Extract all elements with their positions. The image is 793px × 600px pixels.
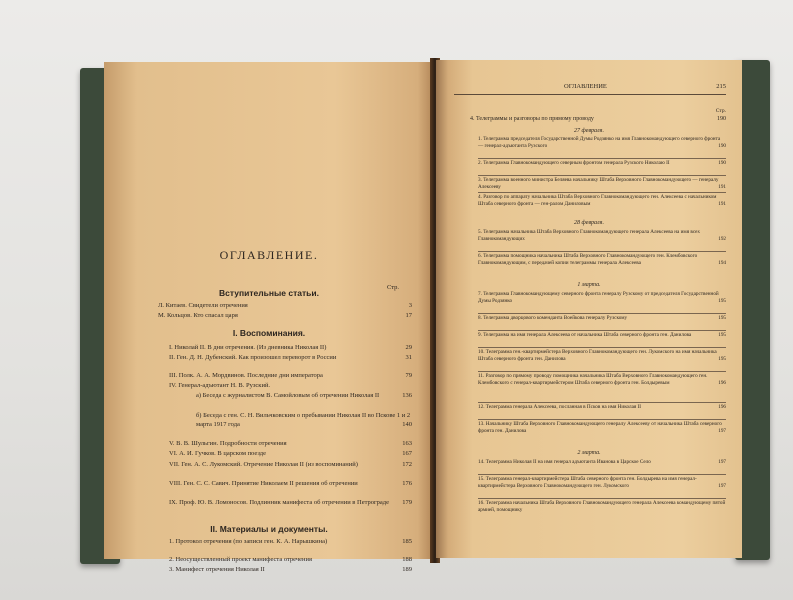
toc-entry: Л. Китаев. Свидетели отречения 3 (158, 302, 412, 309)
entry-separator (478, 402, 726, 403)
toc-entry: I. Николай II. В дни отречения. (Из дневника Николая II) 29 (169, 344, 412, 351)
toc-entry: 14. Телеграмма Николая II на имя генерал адъютанта Иванова в Царское Село 197 (478, 459, 726, 465)
toc-entry: 1. Протокол отречения (по записи ген. К. А. Нарышкина) 185 (169, 538, 412, 545)
toc-entry: 3. Манифест отречения Николая II 189 (169, 566, 412, 573)
toc-subentry: а) Беседа с журналистом В. Самойловым об отречении Николая II 136 (196, 392, 412, 399)
toc-title: ОГЛАВЛЕНИЕ. (219, 248, 319, 262)
toc-entry: 5. Телеграмма начальника Штаба Верховного Главнокомандующего генерала Алексеева на имя всех Главнокомандующих 192 (478, 229, 726, 242)
toc-entry: 12. Телеграмма генерала Алексеева, посланная в Псков на имя Николая II 196 (478, 404, 726, 410)
toc-entry: 3. Телеграмма военного министра Беляева начальнику Штаба Верховного Главнокомандующего — генералу Алексееву 191 (478, 177, 726, 190)
toc-entry: VIII. Ген. С. С. Савич. Принятие Николаем II решения об отречении 176 (169, 480, 412, 487)
date-heading: 2 марта. (577, 450, 601, 456)
toc-entry: III. Полк. А. А. Мордвинов. Последние дни императора 79 (169, 372, 412, 379)
left-page (104, 62, 434, 573)
date-heading: 27 февраля. (574, 128, 604, 134)
toc-entry: 10. Телеграмма ген.-квартирмейстера Верховного Главнокомандующего ген. Лукомского на имя начальника Штаба северного фронта ген. Данилова 195 (478, 349, 726, 362)
entry-separator (478, 371, 726, 372)
toc-entry: 13. Начальнику Штаба Верховного Главнокомандующего генералу Алексееву от начальника Штаба северного фронта ген. Данилова 197 (478, 421, 726, 434)
toc-entry: 2. Неосуществленный проект манифеста отречения 188 (169, 556, 412, 563)
toc-entry: 4. Разговор по аппарату начальника Штаба Верховного Главнокомандующего ген. Алексеева с начальником Штаба северного фронта — ген-ралом Даниловым 191 (478, 194, 726, 207)
section-heading-documents: II. Материалы и документы. (210, 524, 328, 534)
page-number: 215 (716, 83, 726, 90)
toc-entry: 6. Телеграмма помощника начальника Штаба Верховного Главнокомандующего ген. Клембовского Главнокомандующим, с передачей копии телеграммы генерала Алексеева 194 (478, 253, 726, 266)
header-rule (454, 94, 726, 95)
entry-separator (478, 175, 726, 176)
toc-entry: 16. Телеграмма начальника Штаба Верховного Главнокомандующего генерала Алексеева командующему пятой армией, помощнику (478, 500, 726, 513)
entry-separator (478, 251, 726, 252)
toc-entry: IV. Генерал-адъютант Н. В. Рузский. (169, 382, 271, 389)
toc-section-4: 4. Телеграммы и разговоры по прямому проводу 190 (470, 116, 726, 122)
toc-entry: 1. Телеграмма председателя Государственной Думы Родзянко на имя Главнокомандующего северного фронта — генерал-адъютанта Рузского 190 (478, 136, 726, 149)
entry-separator (478, 330, 726, 331)
toc-entry: 15. Телеграмма генерал-квартирмейстера Штаба северного фронта ген. Болдырева на имя генерал-квартирмейстера Верховного Главнокомандующего ген. Лукомского 197 (478, 476, 726, 489)
toc-entry: 8. Телеграмма дворцового коменданта Воейкова генералу Рузскому 195 (478, 315, 726, 321)
toc-entry: VII. Ген. А. С. Лукомский. Отречение Николая II (из воспоминаний) 172 (169, 461, 412, 468)
toc-entry: 11. Разговор по прямому проводу помощника начальника Штаба Верховного Главнокомандующего ген. Клембовского с генерал-квартирмейстером Штаба северного фронта ген. Болдыревым 196 (478, 373, 726, 386)
page-column-label: Стр. (715, 108, 726, 114)
date-heading: 1 марта. (577, 282, 601, 288)
entry-separator (478, 347, 726, 348)
page-column-label: Стр. (387, 284, 400, 291)
entry-separator (478, 158, 726, 159)
entry-separator (478, 498, 726, 499)
toc-entry: II. Ген. Д. Н. Дубенский. Как произошел переворот в России 31 (169, 354, 412, 361)
date-heading: 28 февраля. (574, 220, 604, 226)
toc-entry: 2. Телеграмма Главнокомандующего северным фронтом генерала Рузского Николаю II 190 (478, 160, 726, 166)
entry-separator (478, 419, 726, 420)
section-heading-intro: Вступительные статьи. (219, 288, 319, 298)
running-head-title: ОГЛАВЛЕНИЕ (564, 83, 607, 90)
entry-separator (478, 474, 726, 475)
toc-entry: VI. А. И. Гучков. В царском поезде 167 (169, 450, 412, 457)
entry-separator (478, 313, 726, 314)
toc-entry: М. Кольцов. Кто спасал царя 17 (158, 312, 412, 319)
section-heading-memoirs: I. Воспоминания. (232, 328, 306, 338)
toc-entry: 9. Телеграмма на имя генерала Алексеева от начальника Штаба северного фронта ген. Данилова 195 (478, 332, 726, 338)
toc-entry: V. В. В. Шульгин. Подробности отречения 163 (169, 440, 412, 447)
entry-separator (478, 192, 726, 193)
toc-subentry: б) Беседа с ген. С. Н. Вильчковским о пребывании Николая II во Пскове 1 и 2 марта 1917 года 140 (196, 412, 412, 428)
toc-entry: IX. Проф. Ю. В. Ломоносов. Подлинник манифеста об отречении в Петрограде 179 (169, 499, 412, 506)
toc-entry: 7. Телеграмма Главнокомандующему северного фронта генералу Рузскому от председателя Государственной Думы Родзянко 195 (478, 291, 726, 304)
right-page (436, 60, 742, 558)
